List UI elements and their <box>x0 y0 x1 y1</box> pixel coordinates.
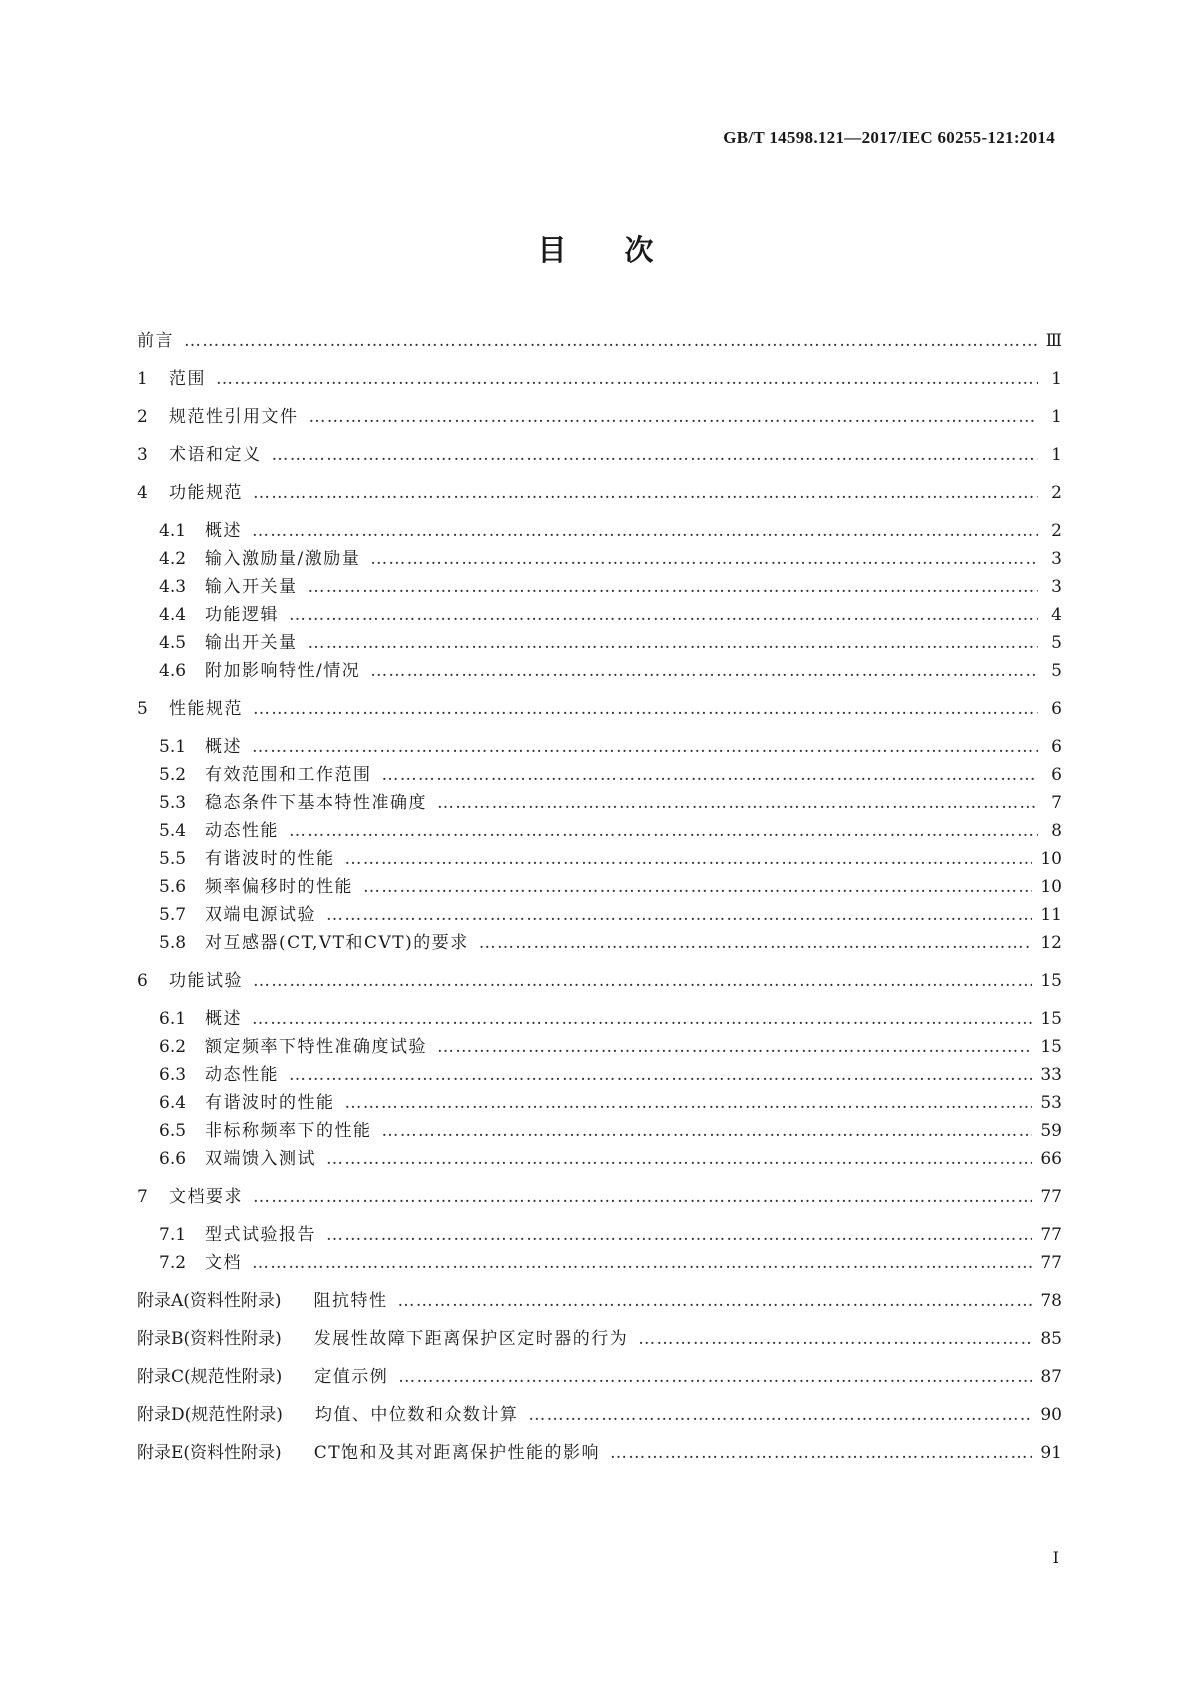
dot-leader <box>252 1253 1032 1273</box>
toc-entry-number: 6.4 <box>159 1093 187 1113</box>
dot-leader <box>216 369 1038 389</box>
toc-entry-label: 功能规范 <box>169 483 243 503</box>
toc-entry-page: 78 <box>1040 1291 1062 1311</box>
toc-entry-page: 90 <box>1040 1405 1062 1425</box>
dot-leader <box>289 821 1038 841</box>
toc-entry-page: 10 <box>1040 877 1062 897</box>
toc-entry[interactable] <box>137 872 1062 900</box>
toc-entry-page: 3 <box>1051 549 1062 569</box>
toc-entry[interactable] <box>137 928 1062 966</box>
toc-entry-label: 功能逻辑 <box>205 605 279 625</box>
toc-entry-number: 4.4 <box>159 605 187 625</box>
toc-entry-page: 6 <box>1051 737 1062 757</box>
toc-entry-number: 2 <box>137 407 148 427</box>
toc-entry-number: 附录E(资料性附录) <box>137 1443 282 1463</box>
toc-entry-page: 53 <box>1040 1093 1062 1113</box>
toc-entry-page: 1 <box>1051 369 1062 389</box>
toc-entry-label: 术语和定义 <box>169 445 262 465</box>
page-title: 目次 <box>537 233 712 267</box>
toc-entry-number: 附录B(资料性附录) <box>137 1329 282 1349</box>
toc-entry-page: 85 <box>1040 1329 1062 1349</box>
dot-leader <box>437 1037 1032 1057</box>
toc-entry-label: 阻抗特性 <box>313 1291 388 1311</box>
toc-entry[interactable] <box>137 1286 1062 1324</box>
dot-leader <box>382 765 1039 785</box>
toc-entry[interactable] <box>137 844 1062 872</box>
toc-entry[interactable] <box>137 788 1062 816</box>
toc-entry[interactable] <box>137 966 1062 1004</box>
toc-entry[interactable] <box>137 1144 1062 1182</box>
toc-entry-label: 文档要求 <box>169 1187 243 1207</box>
toc-entry-page: 33 <box>1040 1065 1062 1085</box>
toc-entry-page: 15 <box>1040 1009 1062 1029</box>
dot-leader <box>309 407 1039 427</box>
toc-entry-page: 1 <box>1051 407 1062 427</box>
toc-entry-number: 4.3 <box>159 577 187 597</box>
toc-entry[interactable] <box>137 1004 1062 1032</box>
toc-entry[interactable] <box>137 1248 1062 1286</box>
toc-entry-label: 输入激励量/激励量 <box>205 549 361 569</box>
toc-entry[interactable] <box>137 516 1062 544</box>
standard-number: GB/T 14598.121—2017/IEC 60255-121:2014 <box>723 128 1055 147</box>
dot-leader <box>253 483 1038 503</box>
dot-leader <box>252 521 1038 541</box>
toc-entry[interactable] <box>137 478 1062 516</box>
toc-entry-label: 频率偏移时的性能 <box>205 877 353 897</box>
toc-entry-number: 4 <box>137 483 148 503</box>
toc-entry[interactable] <box>137 1182 1062 1220</box>
toc-entry[interactable] <box>137 326 1062 364</box>
toc-entry-label: 动态性能 <box>205 821 279 841</box>
toc-entry[interactable] <box>137 1088 1062 1116</box>
toc-entry-label: 性能规范 <box>169 699 243 719</box>
toc-entry-label: 规范性引用文件 <box>169 407 299 427</box>
toc-entry-label: 输出开关量 <box>205 633 298 653</box>
dot-leader <box>326 905 1032 925</box>
dot-leader <box>184 331 1038 351</box>
toc-entry[interactable] <box>137 816 1062 844</box>
toc-entry-label: 稳态条件下基本特性准确度 <box>205 793 427 813</box>
dot-leader <box>308 633 1039 653</box>
toc-entry-page: 10 <box>1040 849 1062 869</box>
toc-entry-page: 77 <box>1040 1225 1062 1245</box>
toc-entry-label: 有效范围和工作范围 <box>205 765 372 785</box>
toc-entry-page: Ⅲ <box>1045 331 1062 351</box>
toc-entry-page: 8 <box>1051 821 1062 841</box>
toc-entry-label: 附加影响特性/情况 <box>205 661 361 681</box>
toc-entry-page: 12 <box>1040 933 1062 953</box>
dot-leader <box>479 933 1033 953</box>
dot-leader <box>272 445 1039 465</box>
toc-entry-label: 定值示例 <box>314 1367 389 1387</box>
dot-leader <box>345 1093 1033 1113</box>
toc-entry-number: 5 <box>137 699 148 719</box>
toc-entry[interactable] <box>137 572 1062 600</box>
dot-leader <box>370 661 1038 681</box>
toc-entry-number: 5.8 <box>159 933 187 953</box>
dot-leader <box>610 1443 1032 1463</box>
toc-entry[interactable] <box>137 600 1062 628</box>
toc-entry[interactable] <box>137 544 1062 572</box>
toc-entry[interactable] <box>137 656 1062 694</box>
toc-entry-number: 6.6 <box>159 1149 187 1169</box>
toc-entry-number: 3 <box>137 445 148 465</box>
toc-entry-label: 双端馈入测试 <box>205 1149 316 1169</box>
dot-leader <box>528 1405 1032 1425</box>
table-of-contents <box>137 326 1062 1476</box>
toc-entry-number: 附录D(规范性附录) <box>137 1405 283 1425</box>
toc-entry[interactable] <box>137 732 1062 760</box>
toc-entry[interactable] <box>137 1438 1062 1476</box>
toc-entry-number: 1 <box>137 369 148 389</box>
dot-leader <box>638 1329 1032 1349</box>
toc-entry-label: 前言 <box>137 331 174 351</box>
toc-entry-page: 5 <box>1051 661 1062 681</box>
dot-leader <box>308 577 1039 597</box>
toc-entry[interactable] <box>137 1116 1062 1144</box>
toc-entry-page: 2 <box>1051 521 1062 541</box>
toc-entry-page: 1 <box>1051 445 1062 465</box>
toc-entry-number: 6.2 <box>159 1037 187 1057</box>
toc-entry-number: 附录A(资料性附录) <box>137 1291 282 1311</box>
toc-entry-number: 5.1 <box>159 737 187 757</box>
toc-entry-page: 3 <box>1051 577 1062 597</box>
toc-entry-number: 5.5 <box>159 849 187 869</box>
toc-entry-label: 有谐波时的性能 <box>205 849 335 869</box>
toc-entry-page: 77 <box>1040 1253 1062 1273</box>
dot-leader <box>326 1225 1032 1245</box>
dot-leader <box>252 1009 1032 1029</box>
toc-entry-number: 7 <box>137 1187 148 1207</box>
toc-entry[interactable] <box>137 760 1062 788</box>
toc-entry-page: 6 <box>1051 699 1062 719</box>
toc-entry[interactable] <box>137 1362 1062 1400</box>
toc-entry[interactable] <box>137 364 1062 402</box>
toc-entry-page: 4 <box>1051 605 1062 625</box>
toc-entry-label: 概述 <box>205 521 242 541</box>
toc-entry-number: 5.7 <box>159 905 187 925</box>
toc-entry-label: 概述 <box>205 1009 242 1029</box>
toc-entry[interactable] <box>137 1060 1062 1088</box>
toc-entry-number: 4.5 <box>159 633 187 653</box>
toc-entry[interactable] <box>137 900 1062 928</box>
toc-entry[interactable] <box>137 402 1062 440</box>
toc-entry[interactable] <box>137 1032 1062 1060</box>
dot-leader <box>253 971 1032 991</box>
toc-entry-number: 5.6 <box>159 877 187 897</box>
toc-entry[interactable] <box>137 1324 1062 1362</box>
toc-entry-label: 双端电源试验 <box>205 905 316 925</box>
dot-leader <box>382 1121 1033 1141</box>
toc-entry-label: 型式试验报告 <box>205 1225 316 1245</box>
toc-entry-number: 6.3 <box>159 1065 187 1085</box>
toc-entry-page: 59 <box>1040 1121 1062 1141</box>
toc-entry-label: 文档 <box>205 1253 242 1273</box>
page-number: I <box>1052 1548 1059 1567</box>
dot-leader <box>289 1065 1032 1085</box>
toc-entry-page: 11 <box>1040 905 1062 925</box>
toc-entry-number: 5.3 <box>159 793 187 813</box>
dot-leader <box>252 737 1038 757</box>
toc-entry-page: 6 <box>1051 765 1062 785</box>
toc-entry-label: 动态性能 <box>205 1065 279 1085</box>
toc-entry[interactable] <box>137 1220 1062 1248</box>
toc-entry-page: 5 <box>1051 633 1062 653</box>
toc-entry[interactable] <box>137 628 1062 656</box>
toc-entry-number: 附录C(规范性附录) <box>137 1367 283 1387</box>
dot-leader <box>363 877 1032 897</box>
toc-entry[interactable] <box>137 440 1062 478</box>
toc-entry-page: 7 <box>1051 793 1062 813</box>
toc-entry-label: CT饱和及其对距离保护性能的影响 <box>313 1443 601 1463</box>
toc-entry-label: 均值、中位数和众数计算 <box>314 1405 519 1425</box>
dot-leader <box>345 849 1033 869</box>
toc-entry-number: 5.4 <box>159 821 187 841</box>
toc-entry-page: 15 <box>1040 1037 1062 1057</box>
toc-entry-label: 功能试验 <box>169 971 243 991</box>
toc-entry-page: 66 <box>1040 1149 1062 1169</box>
dot-leader <box>326 1149 1032 1169</box>
toc-entry-number: 5.2 <box>159 765 187 785</box>
toc-entry-label: 有谐波时的性能 <box>205 1093 335 1113</box>
toc-entry-label: 概述 <box>205 737 242 757</box>
toc-entry-label: 发展性故障下距离保护区定时器的行为 <box>313 1329 629 1349</box>
toc-entry-page: 87 <box>1040 1367 1062 1387</box>
dot-leader <box>253 699 1038 719</box>
toc-entry-number: 6.5 <box>159 1121 187 1141</box>
toc-entry-label: 非标称频率下的性能 <box>205 1121 372 1141</box>
toc-entry-number: 7.2 <box>159 1253 187 1273</box>
dot-leader <box>437 793 1038 813</box>
toc-entry[interactable] <box>137 694 1062 732</box>
toc-entry-label: 范围 <box>169 369 206 389</box>
toc-entry-number: 6.1 <box>159 1009 187 1029</box>
dot-leader <box>253 1187 1032 1207</box>
toc-entry-page: 2 <box>1051 483 1062 503</box>
toc-entry-number: 7.1 <box>159 1225 187 1245</box>
toc-entry-page: 91 <box>1040 1443 1062 1463</box>
toc-entry-number: 6 <box>137 971 148 991</box>
dot-leader <box>398 1367 1032 1387</box>
toc-entry-page: 15 <box>1040 971 1062 991</box>
toc-entry[interactable] <box>137 1400 1062 1438</box>
dot-leader <box>370 549 1038 569</box>
toc-entry-label: 额定频率下特性准确度试验 <box>205 1037 427 1057</box>
toc-entry-page: 77 <box>1040 1187 1062 1207</box>
dot-leader <box>398 1291 1033 1311</box>
dot-leader <box>289 605 1038 625</box>
toc-entry-number: 4.1 <box>159 521 187 541</box>
toc-entry-number: 4.6 <box>159 661 187 681</box>
toc-entry-number: 4.2 <box>159 549 187 569</box>
toc-entry-label: 对互感器(CT,VT和CVT)的要求 <box>205 933 469 953</box>
toc-entry-label: 输入开关量 <box>205 577 298 597</box>
